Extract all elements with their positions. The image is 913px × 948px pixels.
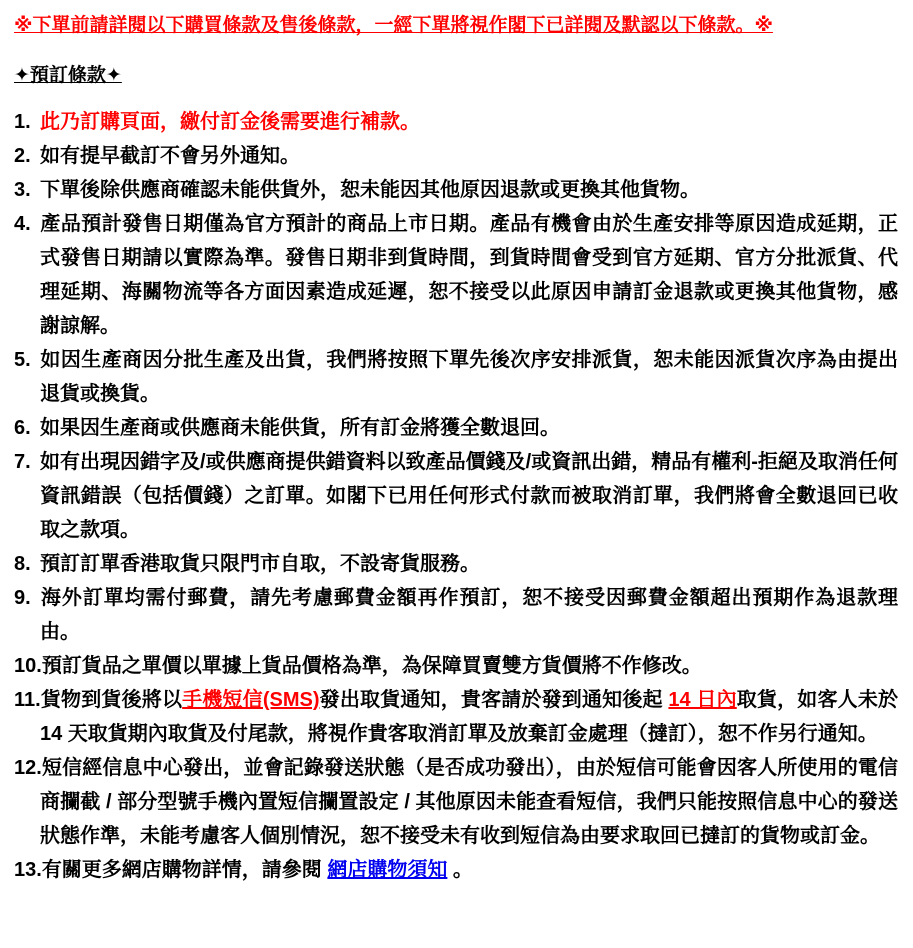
term-text-segment: 產品預計發售日期僅為官方預計的商品上市日期。產品有機會由於生產安排等原因造成延期，正式發售日期請以實際為準。發售日期非到貨時間，到貨時間會受到官方延期、官方分批派貨、代理延期、海關物流等各方面因素造成延遲，恕不接受以此原因申請訂金退款或更換其他貨物，感謝諒解。 bbox=[40, 213, 898, 337]
term-number: 6. bbox=[14, 417, 31, 439]
term-text-segment: 預訂訂單香港取貨只限門市自取，不設寄貨服務。 bbox=[40, 553, 480, 575]
term-text-segment: 取貨，如客人未於 14 天取貨期內取貨及付尾款，將視作貴客取消訂單及放棄訂金處理（撻訂），恕不作另行通知。 bbox=[40, 689, 899, 745]
term-number: 3. bbox=[14, 179, 31, 201]
term-number: 12. bbox=[14, 757, 42, 779]
term-item-5 bbox=[14, 343, 898, 411]
preorder-terms-section-header: ✦預訂條款✦ bbox=[14, 65, 122, 86]
term-number: 10. bbox=[14, 655, 42, 677]
term-number: 2. bbox=[14, 145, 31, 167]
term-item-12 bbox=[14, 751, 898, 853]
term-item-1 bbox=[14, 105, 898, 139]
term-text-segment: 海外訂單均需付郵費，請先考慮郵費金額再作預訂，恕不接受因郵費金額超出預期作為退款理由。 bbox=[40, 587, 898, 643]
term-item-7 bbox=[14, 445, 898, 547]
term-text-segment: 有關更多網店購物詳情，請參閱 bbox=[41, 859, 328, 881]
term-number: 4. bbox=[14, 213, 31, 235]
term-text-segment: 此乃訂購頁面，繳付訂金後需要進行補款。 bbox=[40, 111, 420, 133]
term-item-6 bbox=[14, 411, 898, 445]
term-text-segment: 發出取貨通知，貴客請於發到通知後起 bbox=[319, 689, 669, 711]
term-item-11 bbox=[14, 683, 898, 751]
term-text-segment: 手機短信(SMS) bbox=[182, 689, 320, 711]
term-text-segment: 如有提早截訂不會另外通知。 bbox=[40, 145, 300, 167]
term-item-13 bbox=[14, 853, 898, 887]
term-number: 11. bbox=[14, 689, 41, 711]
term-text-segment: 下單後除供應商確認未能供貨外，恕未能因其他原因退款或更換其他貨物。 bbox=[40, 179, 700, 201]
term-number: 8. bbox=[14, 553, 31, 575]
term-text-segment: 如果因生產商或供應商未能供貨，所有訂金將獲全數退回。 bbox=[40, 417, 560, 439]
term-number: 7. bbox=[14, 451, 31, 473]
term-text-segment: 預訂貨品之單價以單據上貨品價格為準，為保障買賣雙方貨價將不作修改。 bbox=[41, 655, 702, 677]
term-text-segment: 如有出現因錯字及/或供應商提供錯資料以致產品價錢及/或資訊出錯，精品有權利-拒絕及取消任何資訊錯誤（包括價錢）之訂單。如閣下已用任何形式付款而被取消訂單，我們將會全數退回已收取之款項。 bbox=[40, 451, 898, 541]
terms-list bbox=[14, 105, 898, 887]
term-number: 13. bbox=[14, 859, 42, 881]
term-item-2 bbox=[14, 139, 898, 173]
term-number: 1. bbox=[14, 111, 31, 133]
term-item-10 bbox=[14, 649, 898, 683]
term-item-4 bbox=[14, 207, 898, 343]
term-text-segment: 貨物到貨後將以 bbox=[40, 689, 183, 711]
term-number: 9. bbox=[14, 587, 31, 609]
term-item-3 bbox=[14, 173, 898, 207]
term-text-segment: 。 bbox=[447, 859, 473, 881]
term-text-segment: 如因生產商因分批生產及出貨，我們將按照下單先後次序安排派貨，恕未能因派貨次序為由提出退貨或換貨。 bbox=[40, 349, 898, 405]
term-text-segment: 14 日內 bbox=[668, 689, 737, 711]
term-item-9 bbox=[14, 581, 898, 649]
terms-warning-title: ※下單前請詳閱以下購買條款及售後條款，一經下單將視作閣下已詳閱及默認以下條款。※ bbox=[14, 15, 773, 36]
term-text-segment: 短信經信息中心發出，並會記錄發送狀態（是否成功發出），由於短信可能會因客人所使用的電信商攔截 / 部分型號手機內置短信攔置設定 / 其他原因未能查看短信，我們只能按照信息中心的發送狀態作準，未能考慮客人個別情況，恕不接受未有收到短信為由要求取回已撻訂的貨物或訂金。 bbox=[40, 757, 898, 847]
shop-guide-link[interactable]: 網店購物須知 bbox=[327, 859, 448, 881]
term-number: 5. bbox=[14, 349, 31, 371]
term-item-8 bbox=[14, 547, 898, 581]
